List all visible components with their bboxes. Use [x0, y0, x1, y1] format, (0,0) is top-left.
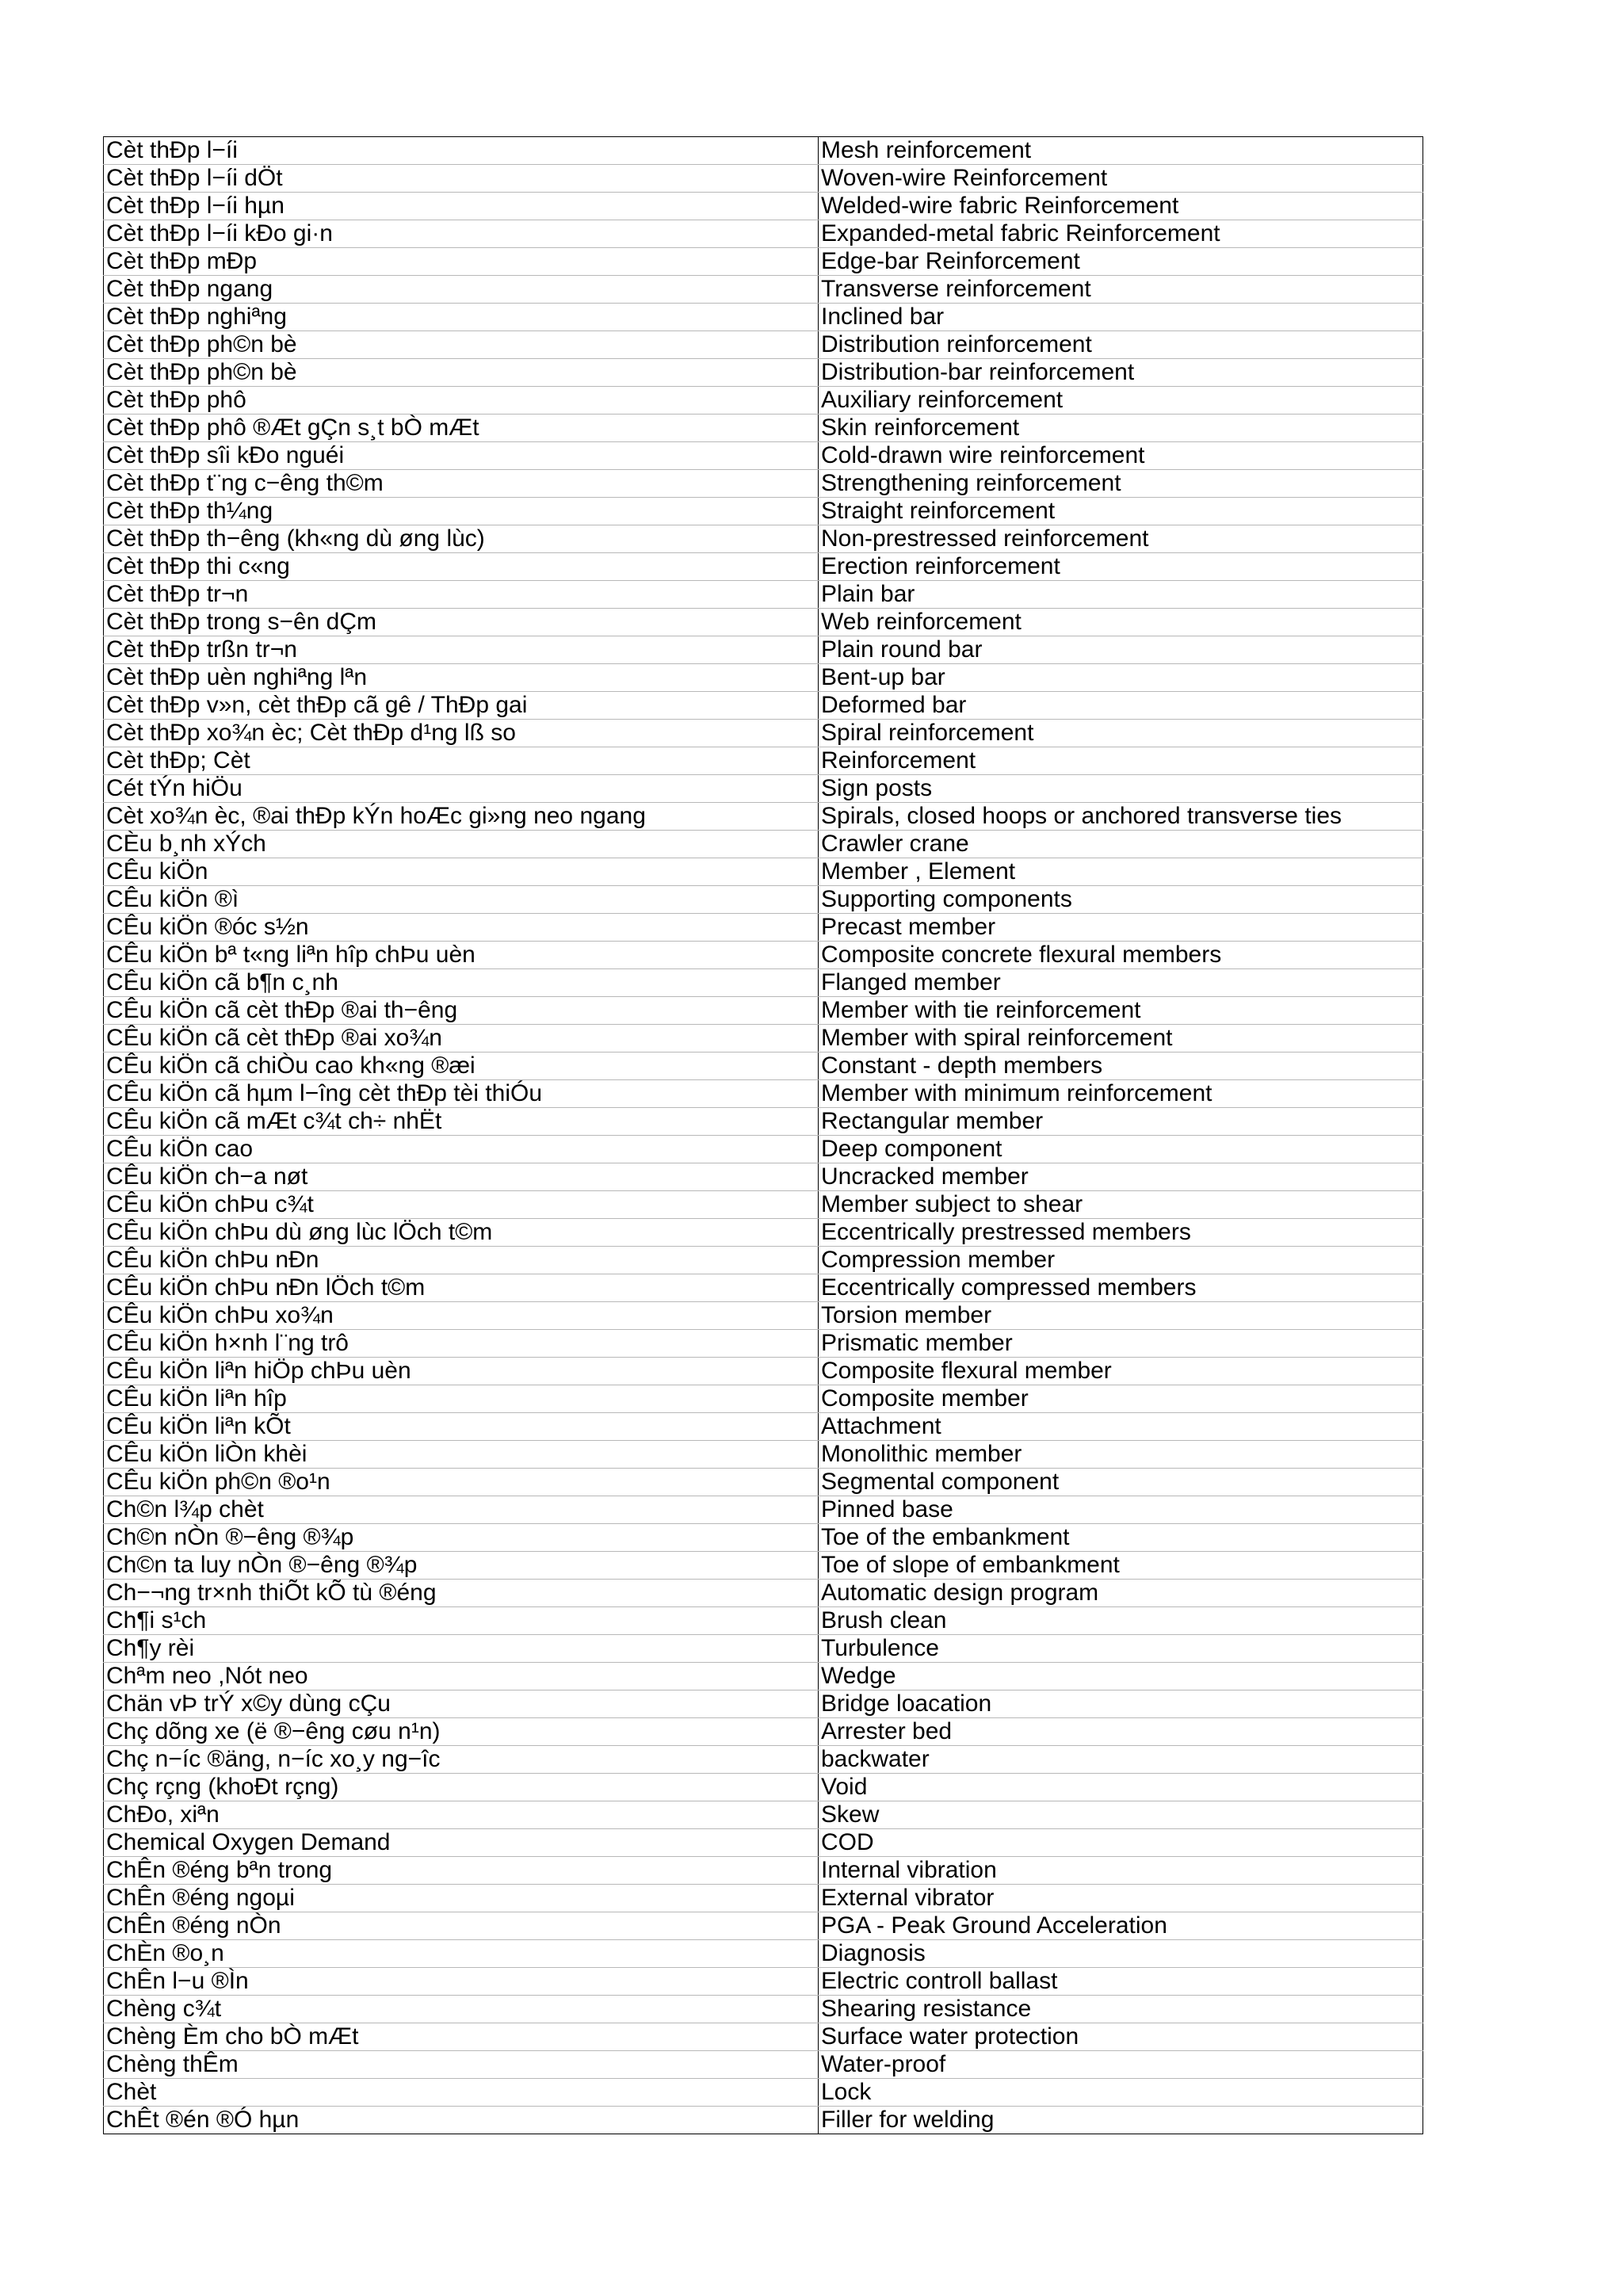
- english-term: Diagnosis: [819, 1940, 1423, 1968]
- vietnamese-term: Chèng Èm cho bÒ mÆt: [104, 2023, 819, 2051]
- english-term: Plain round bar: [819, 636, 1423, 664]
- vietnamese-term: Cèt thÐp phô ®Æt gÇn s¸t bÒ mÆt: [104, 415, 819, 442]
- vietnamese-term: Cèt thÐp uèn nghiªng lªn: [104, 664, 819, 692]
- english-term: Eccentrically prestressed members: [819, 1219, 1423, 1247]
- vietnamese-term: CÊu kiÖn chÞu c¾t: [104, 1191, 819, 1219]
- english-term: Deep component: [819, 1136, 1423, 1163]
- vietnamese-term: CÊu kiÖn ch−a nøt: [104, 1163, 819, 1191]
- vietnamese-term: CÊu kiÖn chÞu nÐn: [104, 1247, 819, 1274]
- vietnamese-term: Chèng thÊm: [104, 2051, 819, 2079]
- english-term: Member , Element: [819, 858, 1423, 886]
- table-row: [104, 858, 1423, 886]
- table-row: [104, 1496, 1423, 1524]
- table-row: [104, 1274, 1423, 1302]
- table-row: [104, 831, 1423, 858]
- glossary-table: [103, 136, 1423, 2134]
- table-row: [104, 747, 1423, 775]
- table-row: [104, 914, 1423, 942]
- vietnamese-term: CÊu kiÖn cã chiÒu cao kh«ng ®æi: [104, 1052, 819, 1080]
- vietnamese-term: CÊu kiÖn cã hµm l−îng cèt thÐp tèi thiÓu: [104, 1080, 819, 1108]
- vietnamese-term: Cèt thÐp v»n, cèt thÐp cã gê / ThÐp gai: [104, 692, 819, 720]
- table-row: [104, 1025, 1423, 1052]
- vietnamese-term: Chç dõng xe (ë ®−êng cøu n¹n): [104, 1718, 819, 1746]
- english-term: Precast member: [819, 914, 1423, 942]
- vietnamese-term: CÊu kiÖn: [104, 858, 819, 886]
- english-term: Automatic design program: [819, 1580, 1423, 1607]
- table-row: [104, 1885, 1423, 1912]
- vietnamese-term: CÊu kiÖn bª t«ng liªn hîp chÞu uèn: [104, 942, 819, 969]
- vietnamese-term: ChÊn l−u ®Ìn: [104, 1968, 819, 1996]
- english-term: Lock: [819, 2079, 1423, 2107]
- vietnamese-term: ChÊn ®éng nÒn: [104, 1912, 819, 1940]
- vietnamese-term: ChÐo, xiªn: [104, 1801, 819, 1829]
- table-row: [104, 442, 1423, 470]
- table-row: [104, 1746, 1423, 1774]
- table-row: [104, 1690, 1423, 1718]
- english-term: Filler for welding: [819, 2107, 1423, 2134]
- english-term: Turbulence: [819, 1635, 1423, 1663]
- english-term: Woven-wire Reinforcement: [819, 165, 1423, 193]
- table-row: [104, 886, 1423, 914]
- vietnamese-term: Chän vÞ trÝ x©y dùng cÇu: [104, 1690, 819, 1718]
- table-row: [104, 942, 1423, 969]
- table-row: [104, 720, 1423, 747]
- vietnamese-term: Cèt thÐp tr¬n: [104, 581, 819, 609]
- vietnamese-term: Ch©n nÒn ®−êng ®¾p: [104, 1524, 819, 1552]
- vietnamese-term: Cèt thÐp xo¾n èc; Cèt thÐp d¹ng lß so: [104, 720, 819, 747]
- table-row: [104, 1163, 1423, 1191]
- table-row: [104, 1191, 1423, 1219]
- table-row: [104, 1940, 1423, 1968]
- vietnamese-term: CÊu kiÖn liªn kÕt: [104, 1413, 819, 1441]
- english-term: Composite concrete flexural members: [819, 942, 1423, 969]
- vietnamese-term: CÊu kiÖn cã mÆt c¾t ch÷ nhËt: [104, 1108, 819, 1136]
- vietnamese-term: Chèng c¾t: [104, 1996, 819, 2023]
- vietnamese-term: Cèt thÐp mÐp: [104, 248, 819, 276]
- english-term: Constant - depth members: [819, 1052, 1423, 1080]
- table-row: [104, 1829, 1423, 1857]
- table-row: [104, 1136, 1423, 1163]
- table-row: [104, 1996, 1423, 2023]
- english-term: Segmental component: [819, 1469, 1423, 1496]
- english-term: Pinned base: [819, 1496, 1423, 1524]
- english-term: Supporting components: [819, 886, 1423, 914]
- table-row: [104, 415, 1423, 442]
- vietnamese-term: CÊu kiÖn ®óc s½n: [104, 914, 819, 942]
- english-term: Cold-drawn wire reinforcement: [819, 442, 1423, 470]
- english-term: Member with minimum reinforcement: [819, 1080, 1423, 1108]
- vietnamese-term: Chç rçng (khoÐt rçng): [104, 1774, 819, 1801]
- vietnamese-term: CÊu kiÖn chÞu nÐn lÖch t©m: [104, 1274, 819, 1302]
- english-term: Internal vibration: [819, 1857, 1423, 1885]
- vietnamese-term: CÊu kiÖn cã cèt thÐp ®ai xo¾n: [104, 1025, 819, 1052]
- english-term: PGA - Peak Ground Acceleration: [819, 1912, 1423, 1940]
- english-term: Skew: [819, 1801, 1423, 1829]
- table-row: [104, 220, 1423, 248]
- glossary-body: [104, 137, 1423, 2134]
- vietnamese-term: Ch¶i s¹ch: [104, 1607, 819, 1635]
- english-term: Surface water protection: [819, 2023, 1423, 2051]
- vietnamese-term: Cèt thÐp l−íi hµn: [104, 193, 819, 220]
- vietnamese-term: CÈu b¸nh xÝch: [104, 831, 819, 858]
- table-row: [104, 2051, 1423, 2079]
- table-row: [104, 276, 1423, 304]
- vietnamese-term: Cèt thÐp th¼ng: [104, 498, 819, 525]
- english-term: Eccentrically compressed members: [819, 1274, 1423, 1302]
- vietnamese-term: Cèt xo¾n èc, ®ai thÐp kÝn hoÆc gi»ng neo ngang: [104, 803, 819, 831]
- table-row: [104, 1358, 1423, 1385]
- english-term: Monolithic member: [819, 1441, 1423, 1469]
- vietnamese-term: Cèt thÐp l−íi: [104, 137, 819, 165]
- table-row: [104, 2079, 1423, 2107]
- english-term: Mesh reinforcement: [819, 137, 1423, 165]
- vietnamese-term: Cét tÝn hiÖu: [104, 775, 819, 803]
- english-term: Rectangular member: [819, 1108, 1423, 1136]
- vietnamese-term: Ch−¬ng tr×nh thiÕt kÕ tù ®éng: [104, 1580, 819, 1607]
- english-term: Skin reinforcement: [819, 415, 1423, 442]
- table-row: [104, 1469, 1423, 1496]
- english-term: Electric controll ballast: [819, 1968, 1423, 1996]
- table-row: [104, 2023, 1423, 2051]
- english-term: Inclined bar: [819, 304, 1423, 331]
- vietnamese-term: Chèt: [104, 2079, 819, 2107]
- table-row: [104, 470, 1423, 498]
- english-term: Erection reinforcement: [819, 553, 1423, 581]
- table-row: [104, 636, 1423, 664]
- table-row: [104, 664, 1423, 692]
- table-row: [104, 581, 1423, 609]
- vietnamese-term: ChÊn ®éng bªn trong: [104, 1857, 819, 1885]
- vietnamese-term: Cèt thÐp th−êng (kh«ng dù øng lùc): [104, 525, 819, 553]
- vietnamese-term: Cèt thÐp nghiªng: [104, 304, 819, 331]
- english-term: Crawler crane: [819, 831, 1423, 858]
- english-term: backwater: [819, 1746, 1423, 1774]
- vietnamese-term: Cèt thÐp l−íi kÐo gi·n: [104, 220, 819, 248]
- table-row: [104, 1580, 1423, 1607]
- english-term: Compression member: [819, 1247, 1423, 1274]
- vietnamese-term: Ch©n ta luy nÒn ®−êng ®¾p: [104, 1552, 819, 1580]
- vietnamese-term: CÊu kiÖn cã b¶n c¸nh: [104, 969, 819, 997]
- english-term: Deformed bar: [819, 692, 1423, 720]
- table-row: [104, 1635, 1423, 1663]
- table-row: [104, 1080, 1423, 1108]
- table-row: [104, 1219, 1423, 1247]
- table-row: [104, 359, 1423, 387]
- english-term: COD: [819, 1829, 1423, 1857]
- vietnamese-term: Cèt thÐp ph©n bè: [104, 359, 819, 387]
- table-row: [104, 969, 1423, 997]
- english-term: Distribution reinforcement: [819, 331, 1423, 359]
- english-term: Water-proof: [819, 2051, 1423, 2079]
- vietnamese-term: CÊu kiÖn chÞu dù øng lùc lÖch t©m: [104, 1219, 819, 1247]
- vietnamese-term: ChÊt ®én ®Ó hµn: [104, 2107, 819, 2134]
- english-term: Member subject to shear: [819, 1191, 1423, 1219]
- english-term: Non-prestressed reinforcement: [819, 525, 1423, 553]
- english-term: Wedge: [819, 1663, 1423, 1690]
- table-row: [104, 1774, 1423, 1801]
- table-row: [104, 1912, 1423, 1940]
- table-row: [104, 1552, 1423, 1580]
- table-row: [104, 193, 1423, 220]
- vietnamese-term: CÊu kiÖn cao: [104, 1136, 819, 1163]
- english-term: Prismatic member: [819, 1330, 1423, 1358]
- table-row: [104, 304, 1423, 331]
- table-row: [104, 1108, 1423, 1136]
- table-row: [104, 1247, 1423, 1274]
- table-row: [104, 1663, 1423, 1690]
- english-term: External vibrator: [819, 1885, 1423, 1912]
- english-term: Attachment: [819, 1413, 1423, 1441]
- table-row: [104, 165, 1423, 193]
- table-row: [104, 775, 1423, 803]
- table-row: [104, 1302, 1423, 1330]
- vietnamese-term: CÊu kiÖn ®ì: [104, 886, 819, 914]
- english-term: Void: [819, 1774, 1423, 1801]
- english-term: Edge-bar Reinforcement: [819, 248, 1423, 276]
- vietnamese-term: CÊu kiÖn chÞu xo¾n: [104, 1302, 819, 1330]
- vietnamese-term: Chªm neo ,Nót neo: [104, 1663, 819, 1690]
- table-row: [104, 1718, 1423, 1746]
- vietnamese-term: CÊu kiÖn liªn hîp: [104, 1385, 819, 1413]
- english-term: Web reinforcement: [819, 609, 1423, 636]
- english-term: Expanded-metal fabric Reinforcement: [819, 220, 1423, 248]
- english-term: Shearing resistance: [819, 1996, 1423, 2023]
- vietnamese-term: Cèt thÐp t¨ng c−êng th©m: [104, 470, 819, 498]
- table-row: [104, 1330, 1423, 1358]
- english-term: Uncracked member: [819, 1163, 1423, 1191]
- english-term: Reinforcement: [819, 747, 1423, 775]
- english-term: Welded-wire fabric Reinforcement: [819, 193, 1423, 220]
- table-row: [104, 609, 1423, 636]
- vietnamese-term: Ch¶y rèi: [104, 1635, 819, 1663]
- vietnamese-term: CÊu kiÖn ph©n ®o¹n: [104, 1469, 819, 1496]
- vietnamese-term: Cèt thÐp l−íi dÖt: [104, 165, 819, 193]
- table-row: [104, 1801, 1423, 1829]
- vietnamese-term: Chç n−íc ®äng, n−íc xo¸y ng−îc: [104, 1746, 819, 1774]
- table-row: [104, 1857, 1423, 1885]
- english-term: Toe of slope of embankment: [819, 1552, 1423, 1580]
- table-row: [104, 1052, 1423, 1080]
- english-term: Straight reinforcement: [819, 498, 1423, 525]
- vietnamese-term: ChÈn ®o¸n: [104, 1940, 819, 1968]
- vietnamese-term: Cèt thÐp ngang: [104, 276, 819, 304]
- english-term: Strengthening reinforcement: [819, 470, 1423, 498]
- table-row: [104, 692, 1423, 720]
- vietnamese-term: CÊu kiÖn cã cèt thÐp ®ai th−êng: [104, 997, 819, 1025]
- vietnamese-term: Cèt thÐp ph©n bè: [104, 331, 819, 359]
- table-row: [104, 248, 1423, 276]
- english-term: Member with spiral reinforcement: [819, 1025, 1423, 1052]
- english-term: Bridge loacation: [819, 1690, 1423, 1718]
- table-row: [104, 331, 1423, 359]
- english-term: Spirals, closed hoops or anchored transverse ties: [819, 803, 1423, 831]
- english-term: Torsion member: [819, 1302, 1423, 1330]
- english-term: Spiral reinforcement: [819, 720, 1423, 747]
- english-term: Toe of the embankment: [819, 1524, 1423, 1552]
- table-row: [104, 803, 1423, 831]
- table-row: [104, 1413, 1423, 1441]
- vietnamese-term: CÊu kiÖn liÒn khèi: [104, 1441, 819, 1469]
- table-row: [104, 553, 1423, 581]
- english-term: Composite flexural member: [819, 1358, 1423, 1385]
- english-term: Brush clean: [819, 1607, 1423, 1635]
- table-row: [104, 1385, 1423, 1413]
- table-row: [104, 1607, 1423, 1635]
- vietnamese-term: Chemical Oxygen Demand: [104, 1829, 819, 1857]
- vietnamese-term: Ch©n l¾p chèt: [104, 1496, 819, 1524]
- table-row: [104, 525, 1423, 553]
- english-term: Arrester bed: [819, 1718, 1423, 1746]
- table-row: [104, 997, 1423, 1025]
- english-term: Sign posts: [819, 775, 1423, 803]
- table-row: [104, 137, 1423, 165]
- vietnamese-term: Cèt thÐp phô: [104, 387, 819, 415]
- table-row: [104, 387, 1423, 415]
- table-row: [104, 498, 1423, 525]
- table-row: [104, 1968, 1423, 1996]
- vietnamese-term: CÊu kiÖn liªn hiÖp chÞu uèn: [104, 1358, 819, 1385]
- english-term: Bent-up bar: [819, 664, 1423, 692]
- english-term: Plain bar: [819, 581, 1423, 609]
- english-term: Auxiliary reinforcement: [819, 387, 1423, 415]
- vietnamese-term: CÊu kiÖn h×nh l¨ng trô: [104, 1330, 819, 1358]
- table-row: [104, 1441, 1423, 1469]
- english-term: Distribution-bar reinforcement: [819, 359, 1423, 387]
- english-term: Member with tie reinforcement: [819, 997, 1423, 1025]
- vietnamese-term: Cèt thÐp thi c«ng: [104, 553, 819, 581]
- english-term: Composite member: [819, 1385, 1423, 1413]
- table-row: [104, 1524, 1423, 1552]
- vietnamese-term: Cèt thÐp sîi kÐo nguéi: [104, 442, 819, 470]
- vietnamese-term: ChÊn ®éng ngoµi: [104, 1885, 819, 1912]
- english-term: Transverse reinforcement: [819, 276, 1423, 304]
- table-row: [104, 2107, 1423, 2134]
- vietnamese-term: Cèt thÐp trong s−ên dÇm: [104, 609, 819, 636]
- vietnamese-term: Cèt thÐp; Cèt: [104, 747, 819, 775]
- english-term: Flanged member: [819, 969, 1423, 997]
- vietnamese-term: Cèt thÐp trßn tr¬n: [104, 636, 819, 664]
